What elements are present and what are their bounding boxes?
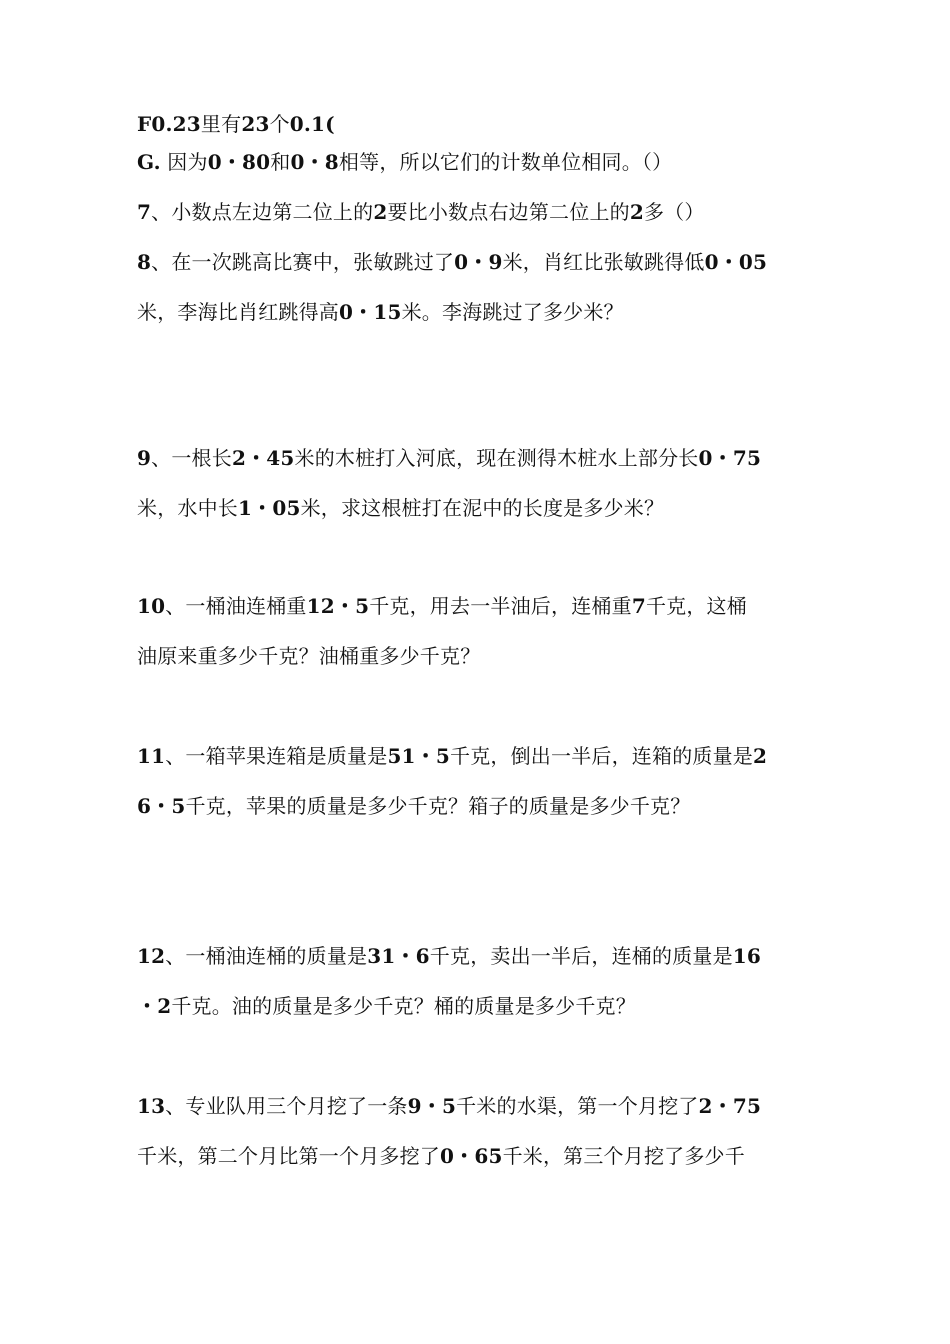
- problem-13-line-1: 13、专业队用三个月挖了一条9・5千米的水渠，第一个月挖了2・75: [137, 1094, 762, 1118]
- problem-11-line-1: 11、一箱苹果连箱是质量是51・5千克，倒出一半后，连箱的质量是2: [137, 744, 768, 768]
- problem-12-line-1: 12、一桶油连桶的质量是31・6千克，卖出一半后，连桶的质量是16: [137, 944, 762, 968]
- problem-12-line-2: ・2千克。油的质量是多少千克？桶的质量是多少千克？: [137, 994, 636, 1018]
- problem-13-line-2: 千米，第二个月比第一个月多挖了0・65千米，第三个月挖了多少千: [137, 1144, 745, 1168]
- statement-f: F0.23里有23个0.1(: [137, 112, 335, 136]
- problem-8-line-2: 米，李海比肖红跳得高0・15米。李海跳过了多少米？: [137, 300, 624, 324]
- statement-7: 7、小数点左边第二位上的2要比小数点右边第二位上的2多（）: [137, 200, 705, 224]
- problem-11-line-2: 6・5千克，苹果的质量是多少千克？箱子的质量是多少千克？: [137, 794, 691, 818]
- problem-9-line-2: 米，水中长1・05米，求这根桩打在泥中的长度是多少米？: [137, 496, 665, 520]
- statement-g: G. 因为0・80和0・8相等，所以它们的计数单位相同。（）: [137, 150, 673, 174]
- problem-10-line-1: 10、一桶油连桶重12・5千克，用去一半油后，连桶重7千克，这桶: [137, 594, 747, 618]
- problem-8-line-1: 8、在一次跳高比赛中，张敏跳过了0・9米，肖红比张敏跳得低0・05: [137, 250, 768, 274]
- problem-9-line-1: 9、一根长2・45米的木桩打入河底，现在测得木桩水上部分长0・75: [137, 446, 762, 470]
- problem-10-line-2: 油原来重多少千克？油桶重多少千克？: [137, 644, 481, 668]
